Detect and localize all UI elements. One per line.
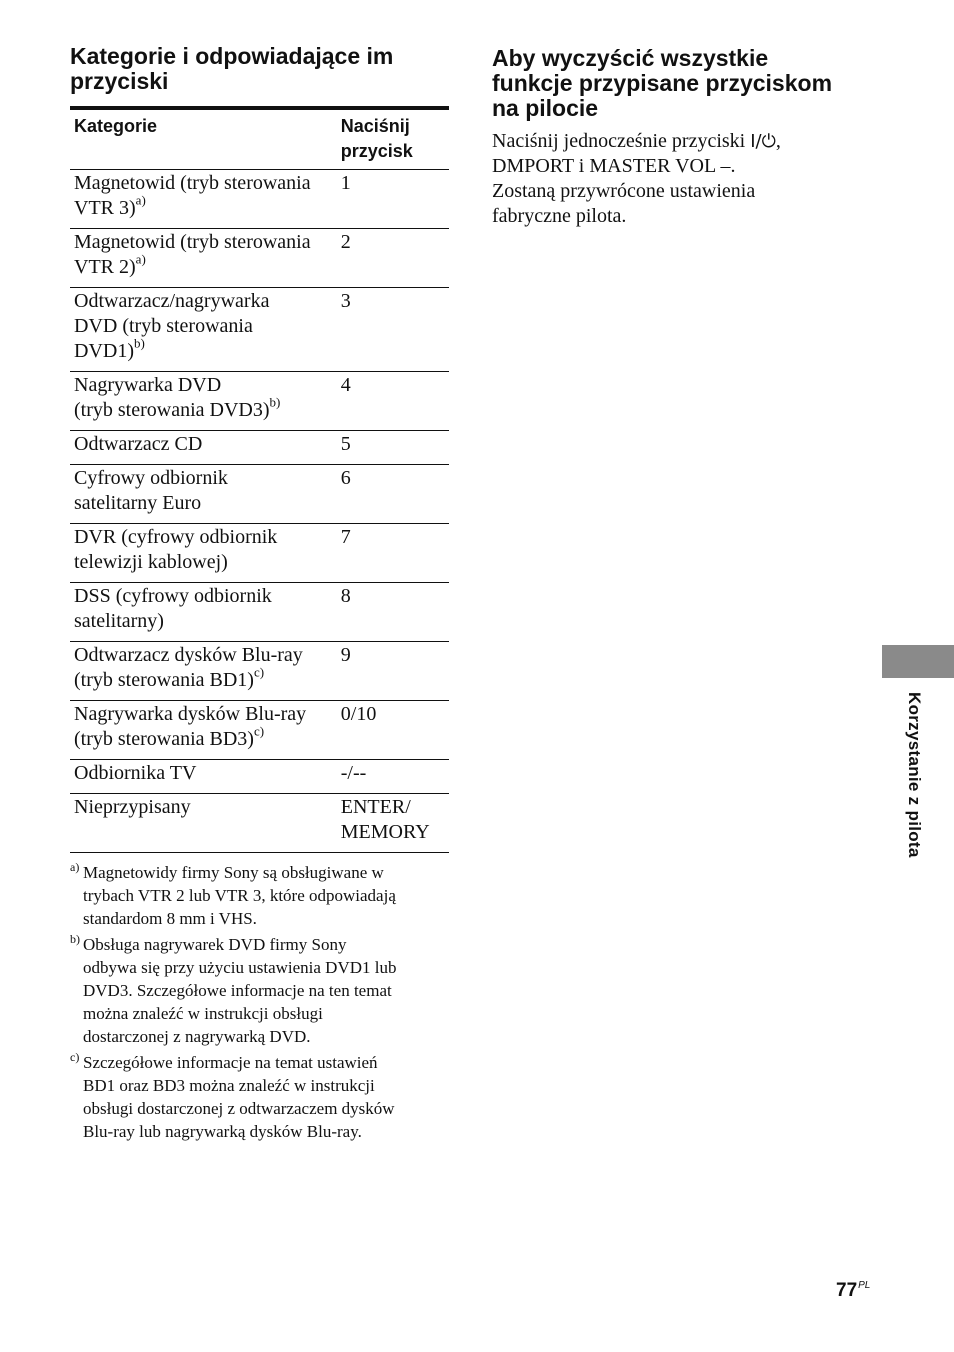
footnote — [70, 1051, 450, 1143]
category-text: satelitarny) — [74, 610, 164, 632]
table-row — [70, 431, 449, 465]
category-text: satelitarny Euro — [74, 492, 202, 514]
category-text: Nagrywarka dysków Blu-ray — [74, 703, 307, 725]
button-cell — [337, 431, 449, 465]
button-text: 8 — [340, 585, 351, 607]
button-text: 5 — [340, 433, 351, 455]
footnote — [70, 933, 450, 1048]
footnote-text: trybach VTR 2 lub VTR 3, które odpowiadają — [83, 886, 396, 905]
category-text: Magnetowid (tryb sterowania — [74, 172, 311, 194]
table-header-row — [70, 108, 449, 170]
button-text: 9 — [340, 644, 351, 666]
category-cell — [70, 465, 337, 524]
table-row — [70, 583, 449, 642]
button-text: -/-- — [340, 762, 367, 784]
footnote-text: Magnetowidy firmy Sony są obsługiwane w — [83, 863, 384, 882]
footnote-mark: b) — [70, 932, 80, 946]
reset-heading-line1: Aby wyczyścić wszystkie — [492, 45, 769, 71]
category-text: DVD1) — [74, 340, 134, 362]
footnote-ref: c) — [253, 723, 265, 739]
footnote-ref: b) — [269, 394, 281, 410]
footnote-mark: a) — [70, 860, 80, 874]
category-cell — [70, 431, 337, 465]
table-row — [70, 701, 449, 760]
button-cell — [337, 524, 449, 583]
button-cell — [337, 760, 449, 794]
button-text: ENTER/ — [340, 796, 411, 818]
category-text: (tryb sterowania BD1) — [74, 669, 254, 691]
footnote-ref: a) — [135, 251, 146, 267]
category-cell — [70, 642, 337, 701]
category-text: VTR 2) — [74, 256, 136, 278]
category-cell — [70, 170, 337, 229]
header-button — [337, 108, 449, 170]
page-number-value: 77 — [836, 1280, 858, 1301]
category-text: DVR (cyfrowy odbiornik — [74, 526, 278, 548]
footnote-text: standardom 8 mm i VHS. — [83, 909, 257, 928]
category-text: Odtwarzacz CD — [74, 433, 203, 455]
button-text: 0/10 — [340, 703, 377, 725]
category-cell — [70, 524, 337, 583]
reset-heading — [492, 46, 872, 121]
category-cell — [70, 372, 337, 431]
categories-heading — [70, 44, 450, 94]
category-text: Cyfrowy odbiornik — [74, 467, 228, 489]
categories-table — [70, 106, 449, 853]
reset-text-line4: fabryczne pilota. — [492, 205, 627, 227]
category-text: VTR 3) — [74, 197, 136, 219]
table-row — [70, 170, 449, 229]
footnote-ref: b) — [134, 335, 145, 351]
reset-text-line2: DMPORT i MASTER VOL –. — [492, 155, 736, 177]
button-cell — [337, 372, 449, 431]
category-cell — [70, 794, 337, 853]
button-cell — [337, 794, 449, 853]
categories-heading-line1: Kategorie i odpowiadające im — [70, 43, 394, 69]
category-text: Odbiornika TV — [74, 762, 197, 784]
button-cell — [337, 229, 449, 288]
category-cell — [70, 229, 337, 288]
table-row — [70, 465, 449, 524]
reset-text-comma: , — [775, 130, 781, 152]
category-cell — [70, 583, 337, 642]
table-row — [70, 524, 449, 583]
power-icon: I/⏻ — [750, 131, 776, 152]
footnotes — [70, 861, 450, 1143]
category-text: Nagrywarka DVD — [74, 374, 222, 396]
category-text: DSS (cyfrowy odbiornik — [74, 585, 272, 607]
button-text: 6 — [340, 467, 351, 489]
reset-heading-line2: funkcje przypisane przyciskom — [492, 70, 833, 96]
reset-instructions — [492, 129, 872, 229]
button-cell — [337, 642, 449, 701]
reset-text-line3: Zostaną przywrócone ustawienia — [492, 180, 756, 202]
footnote-ref: c) — [253, 664, 265, 680]
table-row — [70, 229, 449, 288]
footnote-text: DVD3. Szczegółowe informacje na ten temat — [83, 981, 392, 1000]
button-cell — [337, 583, 449, 642]
categories-heading-line2: przyciski — [70, 68, 169, 94]
page-locale: PL — [858, 1280, 871, 1291]
footnote-text: dostarczonej z nagrywarką DVD. — [83, 1027, 311, 1046]
table-row — [70, 794, 449, 853]
footnote-text: Blu-ray lub nagrywarką dysków Blu-ray. — [83, 1122, 362, 1141]
category-text: telewizji kablowej) — [74, 551, 228, 573]
category-cell — [70, 701, 337, 760]
footnote-text: można znaleźć w instrukcji obsługi — [83, 1004, 323, 1023]
footnote-text: odbywa się przy użyciu ustawienia DVD1 lub — [83, 958, 397, 977]
reset-heading-line3: na pilocie — [492, 95, 599, 121]
footnote-text: Obsługa nagrywarek DVD firmy Sony — [83, 935, 347, 954]
category-text: DVD (tryb sterowania — [74, 315, 253, 337]
header-category: Kategorie — [70, 108, 337, 170]
button-cell — [337, 701, 449, 760]
footnote — [70, 861, 450, 930]
header-button-line2: przycisk — [340, 141, 413, 161]
left-column — [70, 44, 450, 1146]
table-body — [70, 170, 449, 853]
table-row — [70, 288, 449, 372]
footnote-ref: a) — [135, 192, 146, 208]
category-cell — [70, 288, 337, 372]
footnote-text: BD1 oraz BD3 można znaleźć w instrukcji — [83, 1076, 375, 1095]
category-text: Magnetowid (tryb sterowania — [74, 231, 311, 253]
footnote-text: obsługi dostarczonej z odtwarzaczem dysków — [83, 1099, 395, 1118]
button-text: 2 — [340, 231, 351, 253]
category-text: Odtwarzacz dysków Blu-ray — [74, 644, 303, 666]
page-number — [836, 1280, 870, 1302]
chapter-tab — [882, 645, 954, 678]
chapter-label: Korzystanie z pilota — [905, 692, 924, 858]
button-cell — [337, 465, 449, 524]
table-row — [70, 372, 449, 431]
right-column — [492, 46, 872, 229]
reset-text-line1: Naciśnij jednocześnie przyciski — [492, 130, 751, 152]
footnote-text: Szczegółowe informacje na temat ustawień — [83, 1053, 378, 1072]
button-text: 1 — [340, 172, 351, 194]
category-text: Nieprzypisany — [74, 796, 191, 818]
button-cell — [337, 288, 449, 372]
category-text: Odtwarzacz/nagrywarka — [74, 290, 270, 312]
category-text: (tryb sterowania BD3) — [74, 728, 254, 750]
button-text: 3 — [340, 290, 351, 312]
category-cell — [70, 760, 337, 794]
button-text: 4 — [340, 374, 351, 396]
button-cell — [337, 170, 449, 229]
footnote-mark: c) — [70, 1050, 80, 1064]
table-row — [70, 760, 449, 794]
table-row — [70, 642, 449, 701]
button-text: MEMORY — [340, 821, 430, 843]
header-button-line1: Naciśnij — [340, 116, 410, 136]
category-text: (tryb sterowania DVD3) — [74, 399, 270, 421]
button-text: 7 — [340, 526, 351, 548]
